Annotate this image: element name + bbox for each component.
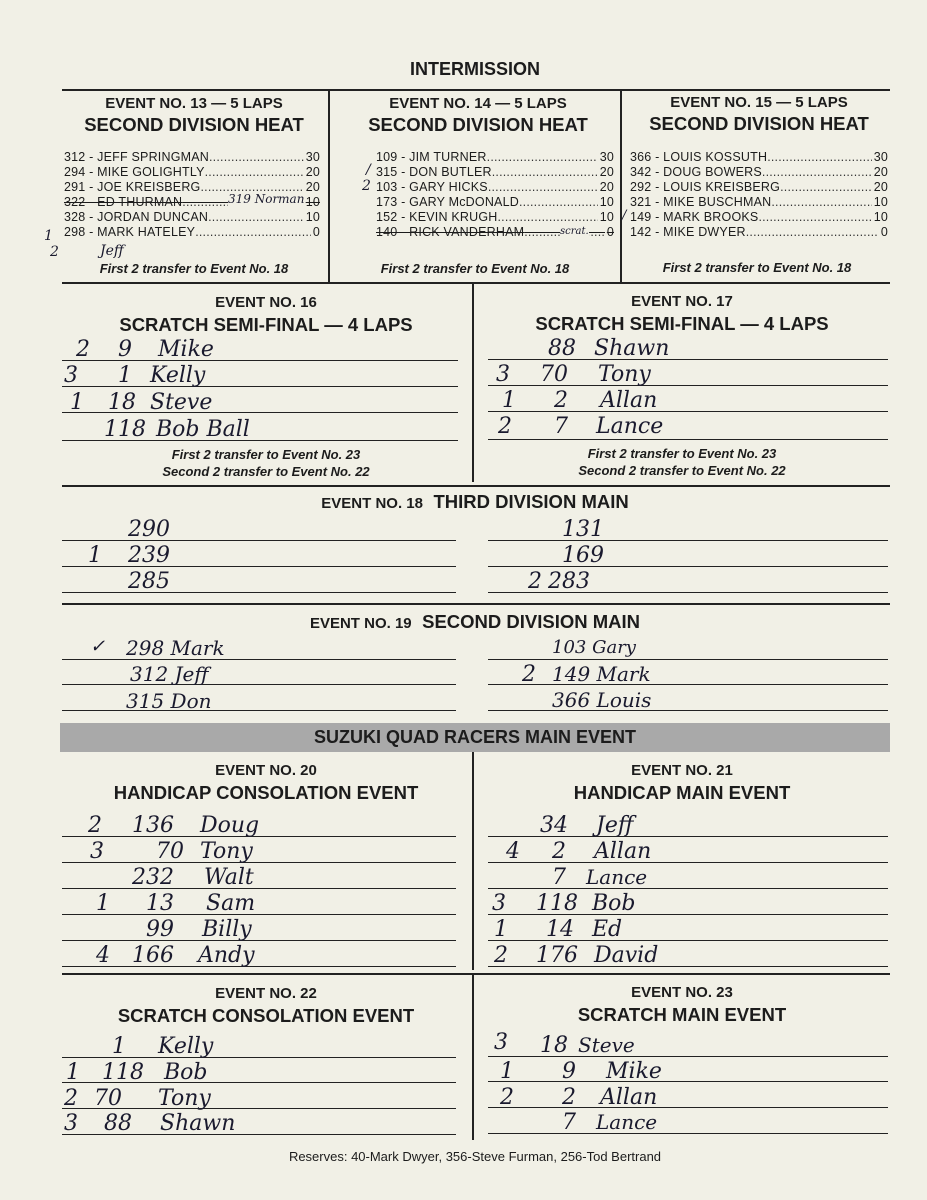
transfer-note: Second 2 transfer to Event No. 22: [578, 463, 786, 478]
list-item: 149 - MARK BROOKS ..... 10: [630, 210, 888, 225]
list-item: 322 - ED THURMAN ..... 10: [64, 195, 320, 210]
rider-number: 34: [540, 813, 568, 838]
rider-number: 283: [548, 569, 590, 594]
event-title: SCRATCH SEMI-FINAL — 4 LAPS: [119, 314, 413, 335]
list-item: 366 - LOUIS KOSSUTH ..... 30: [630, 150, 888, 165]
event-22: [60, 985, 472, 1027]
divider: [62, 973, 890, 975]
list-item: 312 - JEFF SPRINGMAN ..... 30: [64, 150, 320, 165]
rider-name: Allan: [594, 839, 652, 864]
finish-position: 1: [112, 1034, 126, 1059]
event-number: EVENT NO. 16: [215, 294, 317, 311]
rider-number: 7: [554, 414, 568, 439]
finish-position: 2: [522, 662, 536, 687]
rider-name: Tony: [200, 839, 253, 864]
list-item: 173 - GARY McDONALD ..... 10: [376, 195, 614, 210]
rider-number: 18: [540, 1033, 568, 1058]
rider-number: 118: [102, 1060, 144, 1085]
finish-position: 1: [500, 1059, 514, 1084]
rider-number: 118: [104, 417, 146, 442]
heat-block: [336, 95, 620, 136]
finish-position: 2: [64, 1086, 78, 1111]
rider-number: 2: [552, 839, 566, 864]
transfer-note: First 2 transfer to Event No. 23: [587, 446, 777, 461]
event-title: SCRATCH SEMI-FINAL — 4 LAPS: [535, 313, 829, 334]
list-item: 315 - DON BUTLER ..... 20: [376, 165, 614, 180]
handwritten-note: 319 Norman: [228, 192, 305, 206]
write-line: [62, 659, 456, 660]
rider-number: 99: [146, 917, 174, 942]
event-title: SCRATCH CONSOLATION EVENT: [117, 1005, 415, 1026]
rider-name: Tony: [158, 1086, 211, 1111]
reserves-footer: Reserves: 40-Mark Dwyer, 356-Steve Furman, 256-Tod Bertrand: [288, 1149, 662, 1164]
handwritten-mark: 2: [50, 244, 59, 260]
finish-position: 3: [90, 839, 104, 864]
rider-name: Lance: [586, 865, 648, 889]
rider-name: Doug: [200, 813, 260, 838]
event-number: EVENT NO. 22: [215, 985, 317, 1002]
divider: [62, 485, 890, 487]
write-line: [488, 862, 888, 863]
rider-entry: 366 Louis: [552, 688, 652, 712]
event-title: SECOND DIVISION HEAT: [84, 114, 304, 135]
rider-number: 290: [128, 517, 170, 542]
rider-name: Kelly: [150, 363, 206, 388]
heat-block: [624, 94, 894, 135]
write-line: [62, 940, 456, 941]
transfer-note: Second 2 transfer to Event No. 22: [162, 464, 370, 479]
list-item: 109 - JIM TURNER ..... 30: [376, 150, 614, 165]
rider-number: 118: [536, 891, 578, 916]
rider-name: Kelly: [158, 1034, 214, 1059]
divider: [620, 89, 622, 282]
write-line: [488, 439, 888, 440]
rider-number: 169: [562, 543, 604, 568]
write-line: [62, 566, 456, 567]
event-title: SECOND DIVISION HEAT: [649, 113, 869, 134]
event-number: EVENT NO. 13 — 5 LAPS: [105, 95, 283, 112]
rider-number: 88: [104, 1111, 132, 1136]
rider-name: Shawn: [160, 1111, 236, 1136]
write-line: [62, 966, 456, 967]
list-item: 152 - KEVIN KRUGH ..... 10: [376, 210, 614, 225]
write-line: [488, 540, 888, 541]
rider-number: 9: [562, 1059, 576, 1084]
rider-name: Shawn: [594, 336, 670, 361]
transfer-note: First 2 transfer to Event No. 18: [99, 261, 289, 276]
rider-number: 70: [156, 839, 184, 864]
rider-number: 88: [548, 336, 576, 361]
rider-name: Walt: [204, 865, 254, 890]
list-item: 298 - MARK HATELEY ..... 0: [64, 225, 320, 240]
write-line: [488, 1081, 888, 1082]
event-number: EVENT NO. 20: [215, 762, 317, 779]
finish-position: 2: [494, 943, 508, 968]
write-line: [488, 659, 888, 660]
rider-number: 13: [146, 891, 174, 916]
rider-number: 166: [132, 943, 174, 968]
handwritten-mark: 2: [362, 178, 371, 194]
rider-number: 18: [108, 390, 136, 415]
event-18-heading: [60, 491, 890, 513]
transfer-note: First 2 transfer to Event No. 23: [171, 447, 361, 462]
finish-position: 1: [70, 390, 84, 415]
write-line: [488, 710, 888, 711]
rider-number: 232: [132, 865, 174, 890]
rider-name: David: [594, 943, 659, 968]
rider-number: 14: [546, 917, 574, 942]
rider-number: 176: [536, 943, 578, 968]
banner-title: SUZUKI QUAD RACERS MAIN EVENT: [313, 727, 636, 747]
handwritten-note: scrat.: [560, 226, 589, 237]
rider-name: Ed: [592, 917, 623, 942]
finish-position: 1: [494, 917, 508, 942]
finish-position: 1: [96, 891, 110, 916]
transfer-note: First 2 transfer to Event No. 18: [380, 261, 570, 276]
list-item: 328 - JORDAN DUNCAN ..... 10: [64, 210, 320, 225]
divider: [328, 89, 330, 282]
rider-name: Allan: [600, 1085, 658, 1110]
finish-position: 3: [64, 1111, 78, 1136]
rider-name: Jeff: [596, 813, 634, 838]
list-item: 321 - MIKE BUSCHMAN ..... 10: [630, 195, 888, 210]
page-title: INTERMISSION: [409, 59, 540, 79]
divider: [62, 603, 890, 605]
rider-number: 70: [94, 1086, 122, 1111]
check-mark: ✓: [90, 636, 106, 657]
event-17: [474, 293, 890, 335]
finish-position: 2: [88, 813, 102, 838]
finish-position: 4: [96, 943, 110, 968]
write-line: [62, 684, 456, 685]
finish-position: 3: [64, 363, 78, 388]
event-title: THIRD DIVISION MAIN: [433, 491, 629, 512]
write-line: [62, 914, 456, 915]
write-line: [488, 888, 888, 889]
handwritten-note: Jeff: [100, 243, 124, 259]
list-item: 294 - MIKE GOLIGHTLY ..... 20: [64, 165, 320, 180]
event-number: EVENT NO. 15 — 5 LAPS: [670, 94, 848, 111]
rider-entry: 315 Don: [126, 689, 212, 713]
rider-entry: 149 Mark: [552, 662, 651, 686]
rider-name: Lance: [596, 1110, 658, 1134]
rider-name: Tony: [598, 362, 651, 387]
event-title: SCRATCH MAIN EVENT: [577, 1004, 787, 1025]
event-title: HANDICAP MAIN EVENT: [573, 782, 791, 803]
finish-position: 2: [498, 414, 512, 439]
rider-number: 7: [552, 865, 566, 890]
handwritten-mark: /: [622, 208, 627, 223]
handwritten-mark: 1: [44, 228, 53, 244]
event-title: SECOND DIVISION HEAT: [368, 114, 588, 135]
rider-name: Allan: [600, 388, 658, 413]
transfer-note: First 2 transfer to Event No. 18: [662, 260, 852, 275]
rider-number: 70: [540, 362, 568, 387]
list-item: 142 - MIKE DWYER ..... 0: [630, 225, 888, 240]
rider-number: 2: [562, 1085, 576, 1110]
event-number: EVENT NO. 23: [631, 984, 733, 1001]
write-line: [488, 684, 888, 685]
rider-name: Mike: [158, 337, 214, 362]
write-line: [488, 1133, 888, 1134]
rider-number: 9: [118, 337, 132, 362]
event-19-heading: [60, 611, 890, 633]
write-line: [488, 566, 888, 567]
finish-position: 3: [492, 891, 506, 916]
rider-entry: 312 Jeff: [130, 662, 209, 686]
rider-number: 7: [562, 1110, 576, 1135]
list-item: 342 - DOUG BOWERS ..... 20: [630, 165, 888, 180]
handwritten-mark: /: [366, 162, 371, 178]
rider-name: Steve: [578, 1033, 635, 1057]
rider-name: Andy: [198, 943, 255, 968]
event-title: HANDICAP CONSOLATION EVENT: [113, 782, 419, 803]
divider: [62, 89, 890, 91]
event-23: [474, 984, 890, 1026]
rider-name: Sam: [206, 891, 256, 916]
rider-name: Steve: [150, 390, 213, 415]
rider-number: 2: [554, 388, 568, 413]
rider-name: Bob: [164, 1060, 208, 1085]
rider-name: Billy: [202, 917, 252, 942]
finish-position: 2: [76, 337, 90, 362]
write-line: [62, 592, 456, 593]
rider-number: 239: [128, 543, 170, 568]
finish-position: 2: [500, 1085, 514, 1110]
event-number: EVENT NO. 21: [631, 762, 733, 779]
rider-number: 131: [562, 517, 604, 542]
event-number: EVENT NO. 17: [631, 293, 733, 310]
finish-position: 3: [496, 362, 510, 387]
finish-position: 4: [506, 839, 520, 864]
finish-position: 1: [66, 1060, 80, 1085]
event-number: EVENT NO. 18: [321, 495, 423, 512]
event-number: EVENT NO. 19: [309, 615, 412, 632]
write-line: [62, 710, 456, 711]
event-21: [474, 762, 890, 804]
event-20: [60, 762, 472, 804]
rider-number: 285: [128, 569, 170, 594]
write-line: [62, 540, 456, 541]
write-line: [62, 888, 456, 889]
rider-name: Lance: [596, 414, 664, 439]
rider-entry: 103 Gary: [552, 637, 636, 658]
finish-position: 2: [528, 569, 542, 594]
rider-name: Mike: [606, 1059, 662, 1084]
finish-position: 1: [502, 388, 516, 413]
rider-entry: 298 Mark: [126, 636, 225, 660]
list-item: 103 - GARY HICKS ..... 20: [376, 180, 614, 195]
event-number: EVENT NO. 14 — 5 LAPS: [389, 95, 567, 112]
write-line: [488, 1107, 888, 1108]
rider-name: Bob Ball: [156, 417, 250, 442]
list-item: 292 - LOUIS KREISBERG ..... 20: [630, 180, 888, 195]
write-line: [62, 862, 456, 863]
rider-name: Bob: [592, 891, 636, 916]
heat-block: [60, 95, 328, 136]
list-item: 140 - RICK VANDERHAM ..... 0: [376, 225, 614, 240]
write-line: [488, 411, 888, 412]
rider-number: 1: [118, 363, 132, 388]
divider: [62, 282, 890, 284]
finish-position: 1: [88, 543, 102, 568]
event-title: SECOND DIVISION MAIN: [422, 611, 641, 632]
finish-position: 3: [494, 1030, 508, 1055]
heat-entries: [630, 150, 888, 240]
rider-number: 136: [132, 813, 174, 838]
event-16: [60, 294, 472, 336]
list-item: 291 - JOE KREISBERG ..... 20: [64, 180, 320, 195]
